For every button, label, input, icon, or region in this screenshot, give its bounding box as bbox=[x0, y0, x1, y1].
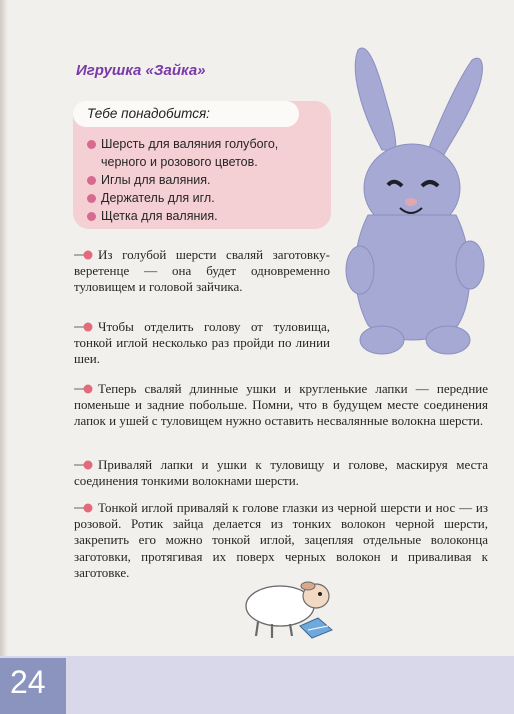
step-1: Из голубой шерсти сваляй заготовку-веретенце — она будет одновременно туловищем и головой зайчика. bbox=[74, 247, 330, 295]
step-5: Тонкой иглой приваляй к голове глазки из черной шерсти и нос — из розовой. Ротик зайца делается из тонких волокон черной шерсти, закрепить его можно тонкой иглой, зацепляя отдельные волоконца заготовки, протягивая их поверх черных волокон и приваливая к заготовке. bbox=[74, 500, 488, 580]
materials-item: Держатель для игл. bbox=[84, 189, 324, 207]
yarn-ball-needle-icon bbox=[74, 249, 94, 260]
materials-item: Щетка для валяния. bbox=[84, 207, 324, 225]
footer-band bbox=[0, 656, 514, 714]
step-4: Приваляй лапки и ушки к туловищу и голове, маскируя места соединения тонкими волокнами шерсти. bbox=[74, 457, 488, 489]
felted-bunny-photo bbox=[330, 40, 500, 370]
yarn-ball-needle-icon bbox=[74, 383, 94, 394]
materials-heading: Тебе понадобится: bbox=[87, 106, 210, 121]
yarn-ball-needle-icon bbox=[74, 321, 94, 332]
page-title: Игрушка «Зайка» bbox=[76, 62, 206, 79]
bullet-icon bbox=[87, 176, 96, 185]
materials-list bbox=[84, 135, 324, 225]
yarn-ball-needle-icon bbox=[74, 459, 94, 470]
bullet-icon bbox=[87, 140, 96, 149]
materials-item: Шерсть для валяния голубого, черного и розового цветов. bbox=[84, 135, 324, 171]
bullet-icon bbox=[87, 194, 96, 203]
sheep-reading-illustration bbox=[238, 574, 338, 646]
bullet-icon bbox=[87, 212, 96, 221]
page-gutter-shade bbox=[0, 0, 8, 714]
step-2: Чтобы отделить голову от туловища, тонкой иглой несколько раз пройди по линии шеи. bbox=[74, 319, 330, 367]
materials-item: Иглы для валяния. bbox=[84, 171, 324, 189]
step-3: Теперь сваляй длинные ушки и кругленькие лапки — передние поменьше и задние побольше. Помни, что в будущем месте соединения лапок и ушей с туловищем нужно оставить несвалянные волокна шерсти. bbox=[74, 381, 488, 429]
page-number: 24 bbox=[10, 664, 46, 700]
yarn-ball-needle-icon bbox=[74, 502, 94, 513]
